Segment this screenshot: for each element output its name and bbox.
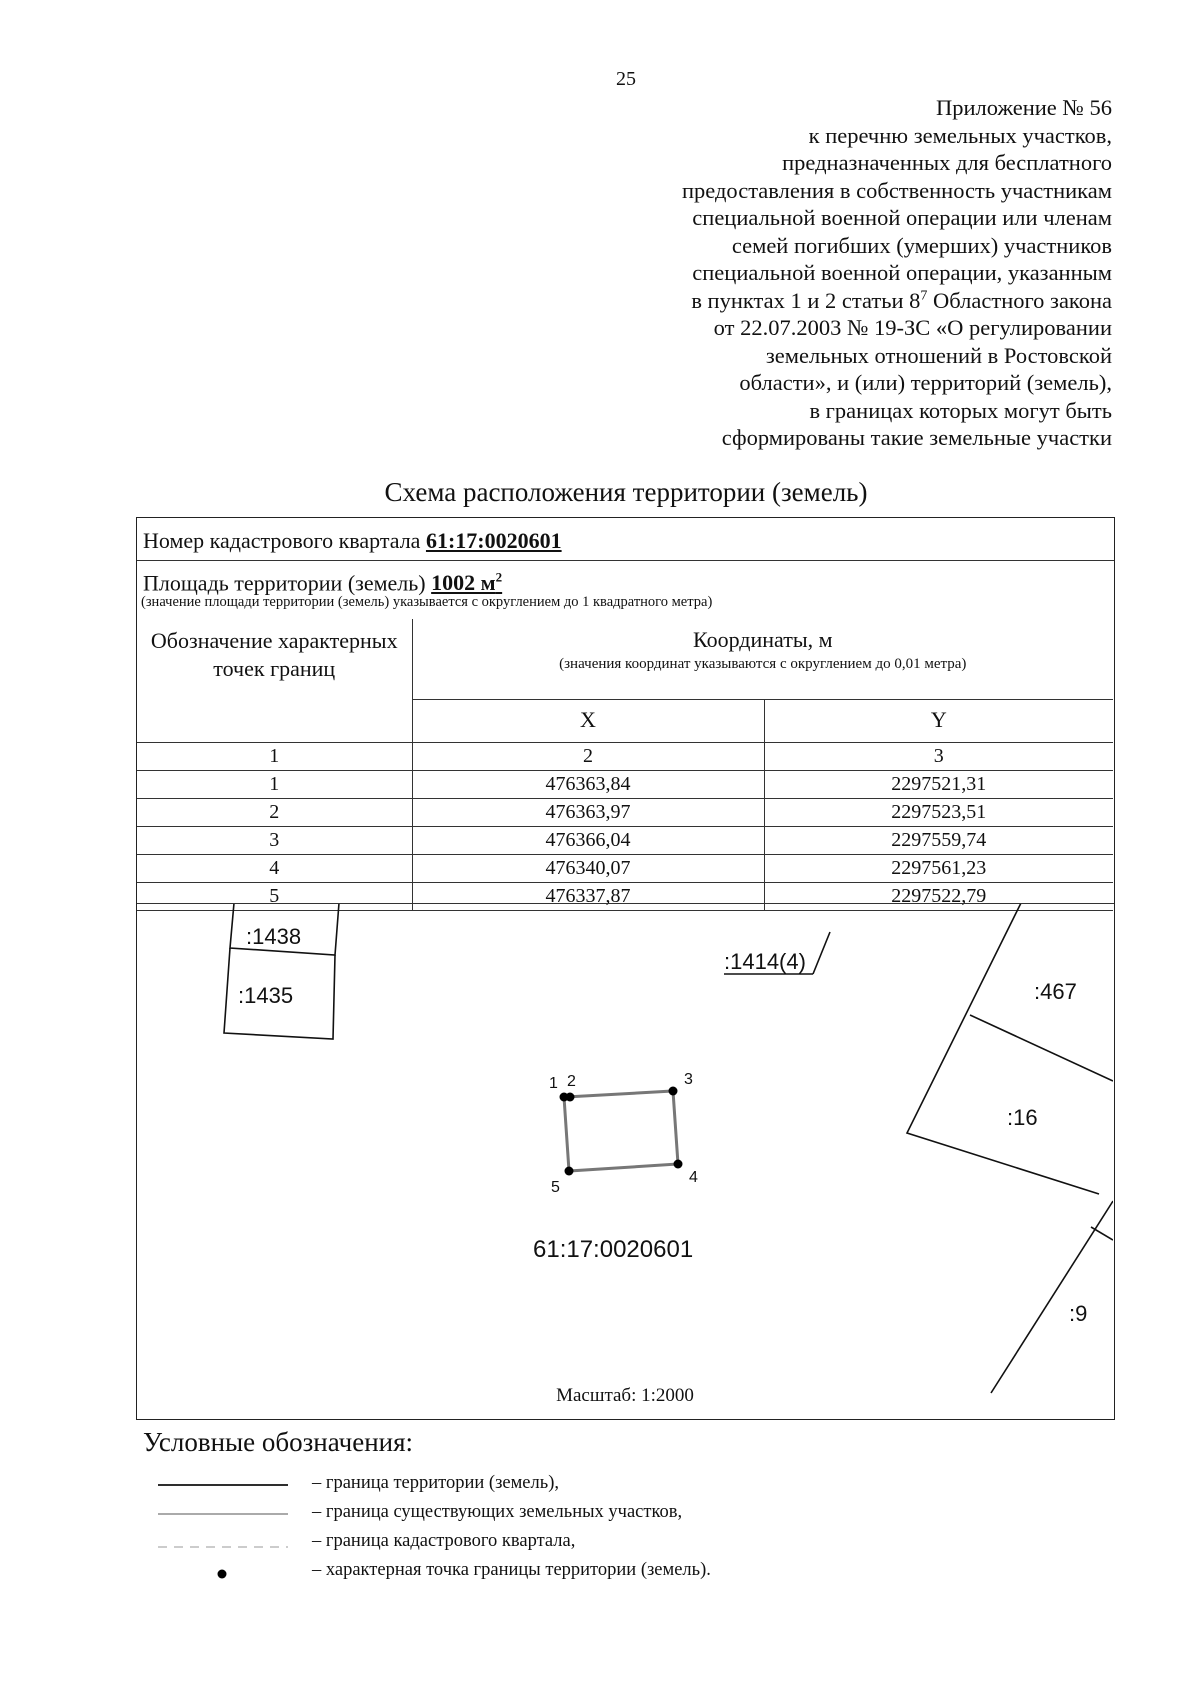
territory-boundary-sample xyxy=(158,1472,288,1501)
table-row xyxy=(137,799,1113,827)
point-label: 2 xyxy=(567,1073,576,1090)
appendix-header xyxy=(492,94,1112,452)
x-cell: 476363,84 xyxy=(412,771,764,799)
coordinates-header xyxy=(412,619,1113,700)
area-value xyxy=(431,570,502,595)
parcel-467-16-divider xyxy=(970,1015,1113,1081)
appendix-line xyxy=(492,287,1112,315)
point-cell: 5 xyxy=(137,883,412,911)
legend-item xyxy=(150,1472,850,1501)
point-cell: 1 xyxy=(137,771,412,799)
boundary-point-3 xyxy=(669,1087,678,1096)
appendix-line: Приложение № 56 xyxy=(936,95,1112,120)
table-row xyxy=(137,771,1113,799)
appendix-line: семей погибших (умерших) участников xyxy=(731,232,1112,258)
column-number: 3 xyxy=(764,743,1113,771)
legend-text: – граница кадастрового квартала, xyxy=(312,1531,576,1551)
cadastral-label: Номер кадастрового квартала xyxy=(143,528,426,553)
parcel-label: :1435 xyxy=(238,983,294,1008)
x-cell: 476340,07 xyxy=(412,855,764,883)
x-header: X xyxy=(412,700,764,743)
y-cell: 2297523,51 xyxy=(764,799,1113,827)
table-row xyxy=(137,855,1113,883)
parcel-1414-leader xyxy=(813,932,830,974)
parcel-label: :16 xyxy=(1007,1105,1038,1130)
appendix-line: предназначенных для бесплатного xyxy=(782,150,1112,175)
appendix-line: от 22.07.2003 № 19-ЗС «О регулировании xyxy=(713,315,1112,340)
legend-text: – граница территории (земель), xyxy=(312,1473,559,1493)
point-label: 1 xyxy=(549,1075,558,1092)
x-cell: 476366,04 xyxy=(412,827,764,855)
characteristic-point-sample xyxy=(158,1559,288,1588)
point-label: 5 xyxy=(551,1179,560,1196)
article-superscript: 7 xyxy=(920,288,928,303)
area-number: 1002 м xyxy=(431,570,496,596)
boundary-point-2 xyxy=(566,1093,575,1102)
legend-text: – граница существующих земельных участков, xyxy=(312,1502,683,1522)
legend-item xyxy=(150,1530,850,1559)
coordinates-title: Координаты, м xyxy=(692,627,833,652)
area-label: Площадь территории (земель) xyxy=(143,570,432,596)
y-cell: 2297521,31 xyxy=(764,771,1113,799)
y-cell: 2297522,79 xyxy=(764,883,1113,911)
map-area xyxy=(137,903,1113,1418)
parcel-label: :467 xyxy=(1034,979,1077,1004)
appendix-line: в границах которых могут быть xyxy=(809,397,1112,423)
column-numbers-row xyxy=(137,743,1113,771)
y-header: Y xyxy=(764,700,1113,743)
map-divider xyxy=(137,903,1114,904)
boundary-point-5 xyxy=(565,1167,574,1176)
appendix-line: земельных отношений в Ростовской xyxy=(765,342,1112,368)
x-cell: 476363,97 xyxy=(412,799,764,827)
quarter-label: 61:17:0020601 xyxy=(533,1236,694,1263)
legend xyxy=(150,1472,850,1588)
appendix-line: специальной военной операции или членам xyxy=(692,205,1112,230)
point-cell: 2 xyxy=(137,799,412,827)
coordinates-table xyxy=(137,619,1113,911)
coordinates-note: (значения координат указываются с округлением до 0,01 метра) xyxy=(559,656,967,672)
parcel-right-outline xyxy=(907,903,1099,1194)
appendix-line: предоставления в собственность участникам xyxy=(681,177,1112,203)
x-cell: 476337,87 xyxy=(412,883,764,911)
parcel-label: :9 xyxy=(1069,1301,1088,1326)
map-drawing xyxy=(137,903,1113,1418)
parcel-9-top xyxy=(1091,1227,1113,1240)
parcel-label: :1414(4) xyxy=(724,949,806,974)
area-unit-superscript: 2 xyxy=(495,570,503,585)
point-cell: 4 xyxy=(137,855,412,883)
territory-boundary xyxy=(564,1091,678,1171)
appendix-line: области», и (или) территорий (земель), xyxy=(739,370,1112,395)
divider xyxy=(137,560,1114,561)
page-number: 25 xyxy=(616,68,636,90)
boundary-point-4 xyxy=(674,1160,683,1169)
points-header: Обозначение характерных точек границ xyxy=(137,619,412,743)
map-scale: Масштаб: 1:2000 xyxy=(556,1385,694,1406)
appendix-line: к перечню земельных участков, xyxy=(808,122,1112,148)
parcel-boundary-sample xyxy=(158,1501,288,1530)
point-cell: 3 xyxy=(137,827,412,855)
appendix-line-tail: Областного закона xyxy=(927,287,1112,313)
cadastral-number xyxy=(143,528,562,554)
legend-text: – характерная точка границы территории (земель). xyxy=(312,1560,711,1580)
legend-item xyxy=(150,1559,850,1588)
area-note: (значение площади территории (земель) указывается с округлением до 1 квадратного метра) xyxy=(141,594,713,610)
column-number: 2 xyxy=(412,743,764,771)
y-cell: 2297561,23 xyxy=(764,855,1113,883)
area-info xyxy=(143,570,502,596)
appendix-line-text: в пунктах 1 и 2 статьи 8 xyxy=(691,287,921,313)
legend-item xyxy=(150,1501,850,1530)
parcel-label: :1438 xyxy=(246,924,302,949)
scheme-frame xyxy=(136,517,1115,1420)
quarter-boundary-sample xyxy=(158,1530,288,1559)
legend-title: Условные обозначения: xyxy=(143,1427,414,1457)
appendix-line: сформированы такие земельные участки xyxy=(721,425,1112,450)
appendix-line: специальной военной операции, указанным xyxy=(692,260,1112,285)
point-label: 3 xyxy=(684,1071,693,1088)
document-title: Схема расположения территории (земель) xyxy=(384,477,868,507)
point-label: 4 xyxy=(689,1169,698,1186)
y-cell: 2297559,74 xyxy=(764,827,1113,855)
table-row xyxy=(137,827,1113,855)
column-number: 1 xyxy=(137,743,412,771)
cadastral-value: 61:17:0020601 xyxy=(425,528,562,553)
